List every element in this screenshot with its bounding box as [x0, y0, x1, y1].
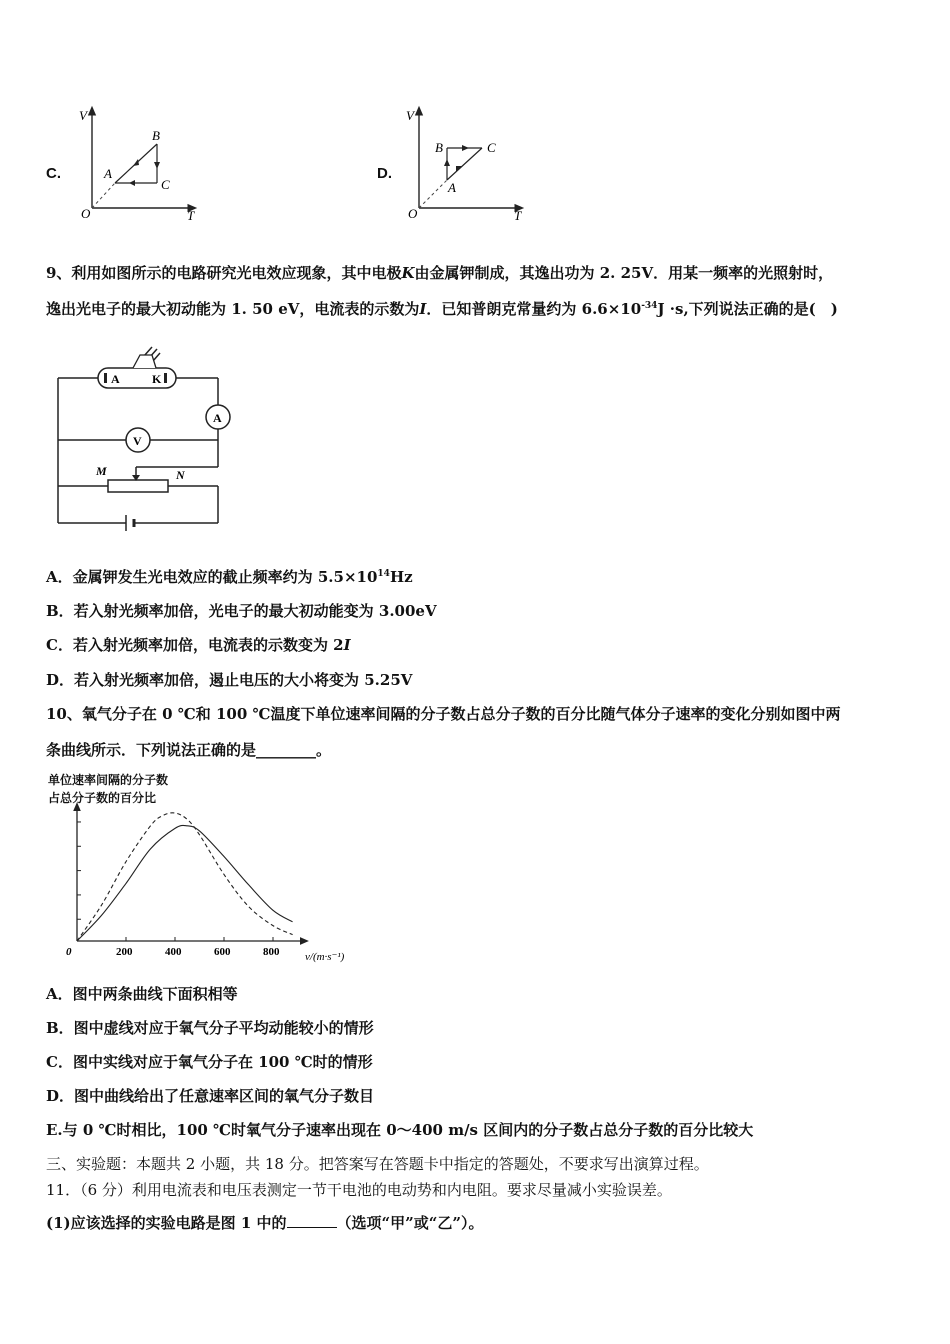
x-tick-label: 600 — [214, 946, 231, 958]
arrow-ca — [456, 166, 462, 172]
rheostat-m-label: M — [96, 464, 107, 478]
ammeter-label: A — [213, 411, 222, 425]
dashed-extension — [92, 183, 115, 208]
option-text: Hz — [389, 568, 413, 586]
q9-k: K — [401, 264, 415, 282]
q9-line-2 — [46, 298, 838, 319]
arrow-ca — [129, 180, 135, 186]
label-c: C — [487, 140, 496, 155]
arrow-bc — [462, 145, 469, 151]
voltmeter-label: V — [133, 434, 142, 448]
q9-text: 逸出光电子的最大初动能为 1. 50 eV，电流表的示数为 — [46, 300, 420, 318]
section-3-heading: 三、实验题：本题共 2 小题，共 18 分。把答案写在答题卡中指定的答题处，不要求写出演算过程。 — [46, 1155, 709, 1173]
vt-graph-c — [75, 100, 205, 225]
label-a: A — [104, 166, 112, 181]
q10-option-a: A．图中两条曲线下面积相等 — [46, 985, 238, 1003]
q9-exp: -34 — [641, 301, 658, 311]
q9-i: I — [419, 300, 427, 318]
label-b: B — [435, 140, 443, 155]
label-b: B — [152, 128, 160, 143]
q9-option-a — [46, 566, 413, 587]
q9-line-1 — [46, 262, 833, 283]
label-c: C — [161, 177, 170, 192]
option-exp: 14 — [377, 569, 390, 579]
q11-line-1: 11．（6 分）利用电流表和电压表测定一节干电池的电动势和内电阻。要求尽量减小实验误差。 — [46, 1181, 672, 1199]
chart-title-line-2: 占总分子数的百分比 — [48, 791, 157, 805]
dashed-extension — [419, 180, 447, 208]
segment-c-a — [447, 148, 482, 180]
option-d-label: D. — [377, 165, 392, 182]
option-text: A．金属钾发生光电效应的截止频率约为 5.5×10 — [46, 568, 378, 586]
label-v: V — [79, 108, 87, 123]
option-text: C．若入射光频率加倍，电流表的示数变为 2 — [46, 636, 344, 654]
q11-sub-1 — [46, 1212, 484, 1233]
tube-anode-label: A — [111, 372, 120, 386]
answer-blank[interactable] — [287, 1213, 337, 1228]
label-t: T — [514, 208, 522, 223]
q9-option-d: D．若入射光频率加倍，遏止电压的大小将变为 5.25V — [46, 671, 413, 689]
label-o: O — [408, 206, 418, 221]
rheostat-n-label: N — [176, 468, 185, 482]
q10-option-d: D．图中曲线给出了任意速率区间的氧气分子数目 — [46, 1087, 375, 1105]
arrow-ab — [444, 159, 450, 166]
q10-option-e: E.与 0 ℃时相比，100 ℃时氧气分子速率出现在 0～400 m/s 区间内的分子数占总分子数的百分比较大 — [46, 1121, 754, 1139]
q9-text: 9、利用如图所示的电路研究光电效应现象，其中电极 — [46, 264, 402, 282]
vt-graph-d — [402, 100, 532, 225]
label-a: A — [448, 180, 456, 195]
q11-text: （选项“甲”或“乙”）。 — [336, 1214, 484, 1232]
label-o: O — [81, 206, 91, 221]
q10-line-1: 10、氧气分子在 0 ℃和 100 ℃温度下单位速率间隔的分子数占总分子数的百分比随气体分子速率的变化分别如图中两 — [46, 705, 841, 723]
x-tick-label: 0 — [66, 946, 72, 958]
x-tick-label: 400 — [165, 946, 182, 958]
q11-text: (1)应该选择的实验电路是图 1 中的 — [46, 1214, 287, 1232]
tube-cathode-label: K — [152, 372, 162, 386]
q9-text: ．已知普朗克常量约为 6.6×10 — [426, 300, 642, 318]
curve-solid — [77, 825, 293, 941]
x-axis-label: v/(m·s⁻¹) — [305, 951, 345, 963]
photoelectric-circuit — [48, 333, 238, 533]
option-c-label: C. — [46, 165, 61, 182]
speed-distribution-chart — [55, 800, 365, 970]
q9-option-c — [46, 634, 351, 655]
arrow-bc — [154, 162, 160, 169]
x-tick-label: 800 — [263, 946, 280, 958]
curve-dashed — [77, 813, 293, 941]
label-v: V — [406, 108, 414, 123]
label-t: T — [187, 208, 195, 223]
q10-option-b: B．图中虚线对应于氧气分子平均动能较小的情形 — [46, 1019, 374, 1037]
q10-line-2: 条曲线所示．下列说法正确的是________。 — [46, 741, 332, 759]
q10-option-c: C．图中实线对应于氧气分子在 100 ℃时的情形 — [46, 1053, 373, 1071]
chart-title-line-1: 单位速率间隔的分子数 — [48, 773, 169, 787]
q9-option-b: B．若入射光频率加倍，光电子的最大初动能变为 3.00eV — [46, 602, 437, 620]
q9-text: J ·s,下列说法正确的是( ) — [657, 300, 838, 318]
arrow-ab — [133, 159, 139, 166]
rheostat — [108, 480, 168, 492]
option-i: I — [343, 636, 351, 654]
x-tick-label: 200 — [116, 946, 133, 958]
q9-text: 由金属钾制成，其逸出功为 2. 25V．用某一频率的光照射时， — [414, 264, 834, 282]
